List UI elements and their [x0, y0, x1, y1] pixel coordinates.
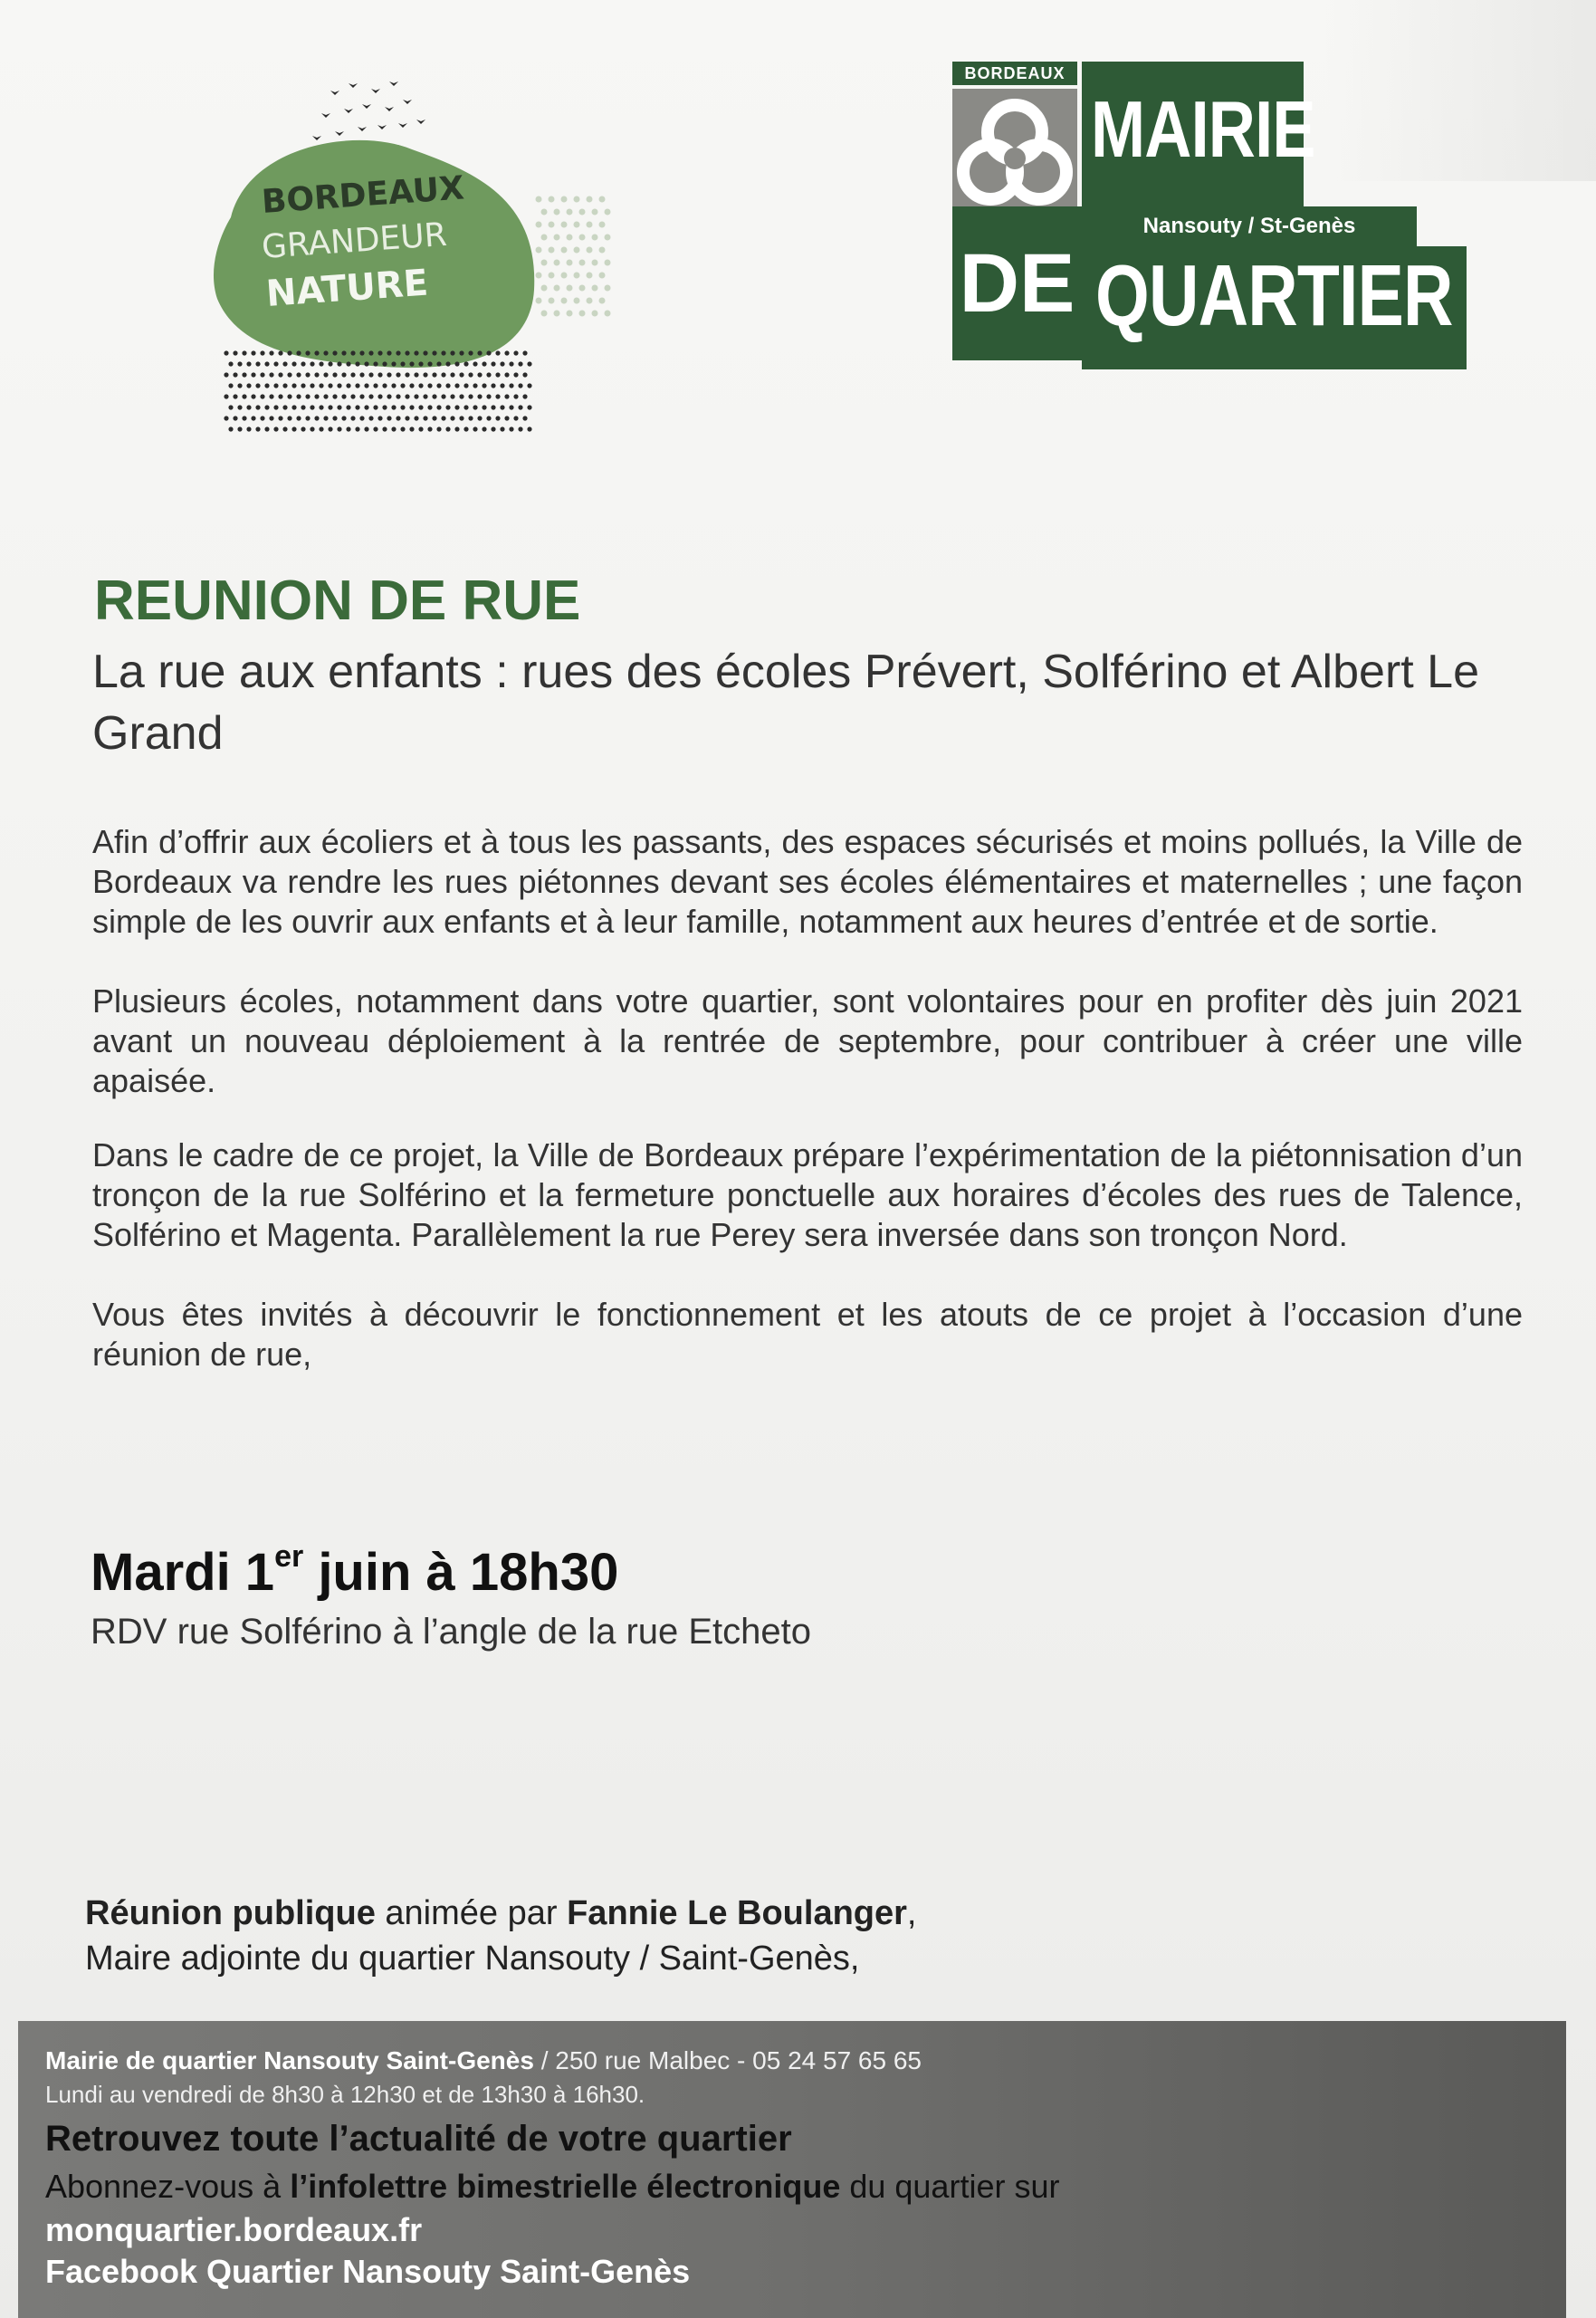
page-subtitle: La rue aux enfants : rues des écoles Prévert, Solférino et Albert Le Grand — [92, 646, 1479, 760]
footer-facebook[interactable] — [45, 2253, 690, 2291]
footer-subscribe-suffix: du quartier sur — [840, 2168, 1060, 2205]
footer-subscribe — [45, 2168, 1059, 2206]
footer-subscribe-bold: l’infolettre bimestrielle électronique — [290, 2168, 841, 2205]
organiser-block — [85, 1891, 916, 1981]
logo-line-3: NATURE — [264, 262, 430, 315]
logo-mairie-word: MAIRIE — [1091, 84, 1315, 174]
organiser-comma: , — [906, 1894, 917, 1932]
biohazard-emblem-icon — [952, 89, 1077, 206]
event-location: RDV rue Solférino à l’angle de la rue Etcheto — [91, 1612, 812, 1652]
event-date-suffix: juin à 18h30 — [303, 1543, 619, 1602]
footer-facebook-page: Quartier Nansouty Saint-Genès — [197, 2253, 691, 2290]
event-date — [91, 1539, 618, 1603]
footer-office — [45, 2046, 922, 2075]
footer-website-link[interactable]: monquartier.bordeaux.fr — [45, 2211, 423, 2248]
page-title: REUNION DE RUE — [94, 570, 581, 632]
logo-line-2: GRANDEUR — [260, 216, 448, 266]
logo-quartier-word: QUARTIER — [1095, 247, 1453, 344]
paragraph-1: Afin d’offrir aux écoliers et à tous les passants, des espaces sécurisés et moins pollués, la Ville de Bordeaux va rendre les rues piétonnes devant ses écoles élémentaires et maternelles ; une façon simple de les ouvrir aux enfants et à leur famille, notamment aux heures d’entrée et de sortie. — [92, 823, 1523, 940]
footer-subscribe-prefix: Abonnez-vous à — [45, 2168, 291, 2205]
logo-district: Nansouty / St-Genès — [1082, 206, 1417, 246]
event-date-prefix: Mardi 1 — [91, 1543, 275, 1602]
footer-hours: Lundi au vendredi de 8h30 à 12h30 et de 13h30 à 16h30. — [45, 2081, 645, 2108]
paragraph-2: Plusieurs écoles, notamment dans votre quartier, sont volontaires pour en profiter dès juin 2021 avant un nouveau déploiement à la rentrée de septembre, pour contribuer à créer une ville apaisée. — [92, 982, 1523, 1099]
logo-line-1: BORDEAUX — [260, 169, 466, 221]
footer-banner — [18, 2021, 1566, 2318]
footer-facebook-label: Facebook — [45, 2253, 198, 2290]
organiser-role: Maire adjointe du quartier Nansouty / Saint-Genès, — [85, 1940, 860, 1978]
paragraph-4: Vous êtes invités à découvrir le fonctionnement et les atouts de ce projet à l’occasion d’une réunion de rue, — [92, 1296, 1523, 1373]
nature-blob-icon — [177, 63, 629, 462]
bordeaux-grandeur-nature-logo — [177, 63, 629, 462]
organiser-text: animée par — [375, 1894, 568, 1932]
footer-headline: Retrouvez toute l’actualité de votre quartier — [45, 2119, 792, 2159]
logo-de: DE — [952, 206, 1082, 360]
footer-office-address: / 250 rue Malbec - 05 24 57 65 65 — [533, 2046, 922, 2074]
footer-office-name: Mairie de quartier Nansouty Saint-Genès — [45, 2046, 534, 2074]
logo-bordeaux-label: BORDEAUX — [952, 62, 1077, 85]
paragraph-3: Dans le cadre de ce projet, la Ville de Bordeaux prépare l’expérimentation de la piétonnisation d’un tronçon de la rue Solférino et la fermeture ponctuelle aux horaires d’écoles des rues de Talence, Solférino et Magenta. Parallèlement la rue Perey sera inversée dans son tronçon Nord. — [92, 1136, 1523, 1253]
event-date-sup: er — [274, 1539, 304, 1574]
organiser-label: Réunion publique — [85, 1894, 376, 1932]
organiser-name: Fannie Le Boulanger — [567, 1894, 907, 1932]
